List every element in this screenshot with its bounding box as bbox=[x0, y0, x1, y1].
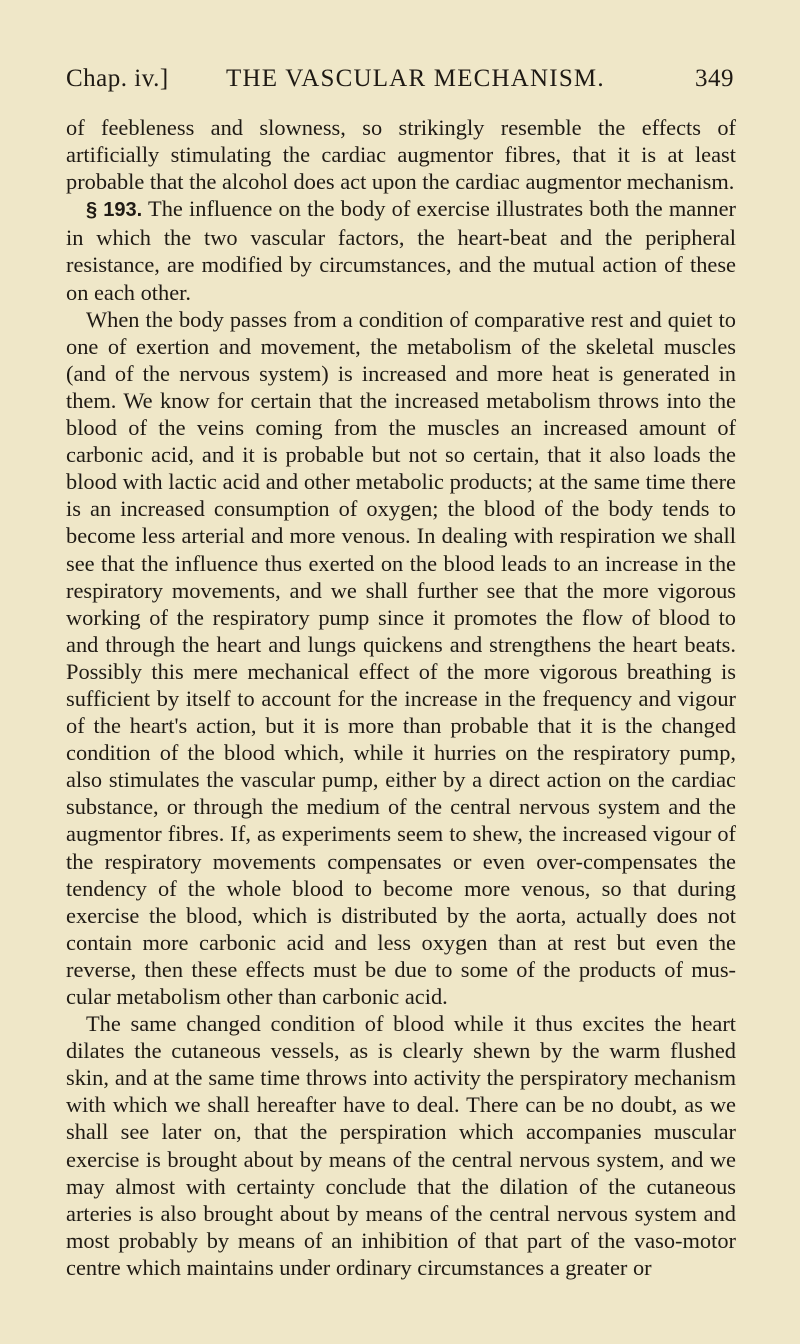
page-number: 349 bbox=[695, 65, 734, 92]
paragraph-exercise-metabolism: When the body passes from a condition of comparative rest and quiet to one of exertion and movement, the metabolism of the skeletal muscles (and of the nervous system) is increased and more heat is generated in them. We know for certain that the increased metabolism throws into the blood of the veins coming from the muscles an increased amount of carbonic acid, and it is probable but not so certain, that it also loads the blood with lactic acid and other metabolic products; at the same time there is an increased consumption of oxygen; the blood of the body tends to become less arterial and more venous. In dealing with respiration we shall see that the influence thus exerted on the blood leads to an increase in the respiratory movements, and we shall further see that the more vigorous working of the respiratory pump since it promotes the flow of blood to and through the heart and lungs quickens and strengthens the heart beats. Possibly this mere mechanical effect of the more vigorous breathing is sufficient by itself to account for the increase in the frequency and vigour of the heart's action, but it is more than probable that it is the changed condition of the blood which, while it hurries on the respiratory pump, also stimulates the vascular pump, either by a direct action on the cardiac substance, or through the medium of the central nervous system and the augmentor fibres. If, as experiments seem to shew, the increased vigour of the respiratory movements compensates or even over-compensates the tendency of the whole blood to become more venous, so that during exercise the blood, which is distributed by the aorta, actually does not contain more carbonic acid and less oxygen than at rest but even the reverse, then these effects must be due to some of the products of mus- cular metabolism other than carbonic acid. bbox=[66, 306, 736, 1009]
chapter-label: Chap. iv.] bbox=[66, 65, 169, 92]
body-text bbox=[66, 114, 736, 1281]
paragraph-continuation: of feebleness and slowness, so strikingly resemble the effects of artificially stimulating the cardiac augmentor fibres, that it is at least probable that the alcohol does act upon the cardiac augmentor mechanism. bbox=[66, 115, 736, 195]
running-title: THE VASCULAR MECHANISM. bbox=[226, 65, 605, 92]
paragraph-section-193 bbox=[66, 195, 736, 305]
paragraph-cutaneous-vessels: The same changed condition of blood while it thus excites the heart dilates the cutaneous vessels, as is clearly shewn by the warm flushed skin, and at the same time throws into activity the perspiratory mechanism with which we shall hereafter have to deal. There can be no doubt, as we shall see later on, that the perspiration which accompanies muscular exercise is brought about by means of the central nervous system, and we may almost with certainty conclude that the dilation of the cutaneous arteries is also brought about by means of the central nervous system and most probably by means of an inhibition of that part of the vaso-motor centre which maintains under ordinary circumstances a greater or bbox=[66, 1011, 736, 1280]
paragraph-text: The influence on the body of exercise illustrates both the manner in which the two vascular factors, the heart-beat and the peripheral resistance, are modified by circumstances, and the mutual action of these on each other. bbox=[66, 196, 737, 305]
section-number: § 193. bbox=[86, 199, 143, 222]
running-head bbox=[66, 62, 734, 96]
